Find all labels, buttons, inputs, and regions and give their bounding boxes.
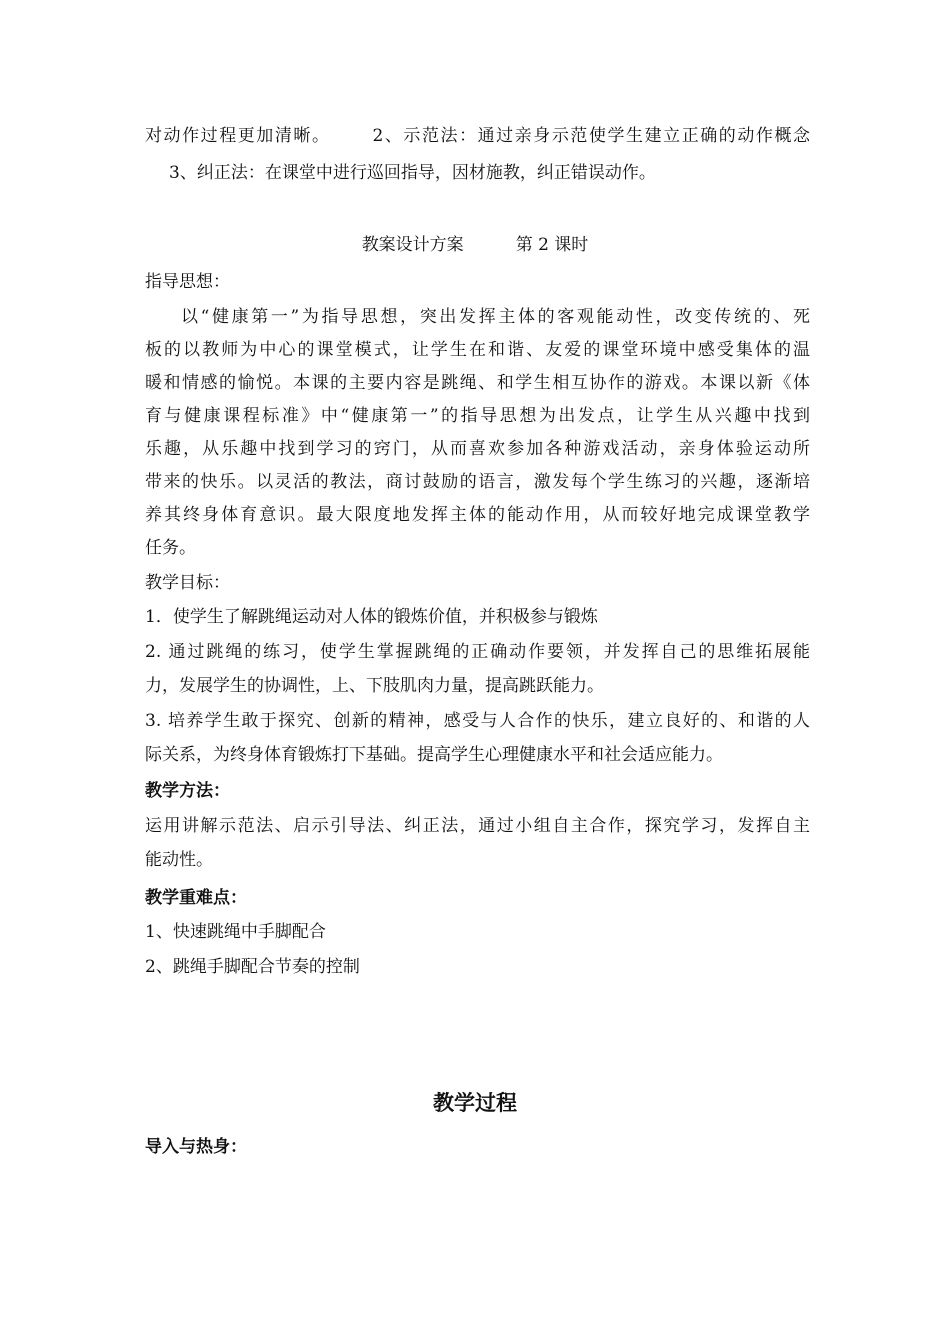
lesson-title: [0, 234, 950, 256]
key-point-item: 2、跳绳手脚配合节奏的控制: [145, 957, 360, 977]
teaching-goal-line: 际关系，为终身体育锻炼打下基础。提高学生心理健康水平和社会适应能力。: [145, 745, 723, 765]
guiding-thought-label: 指导思想：: [145, 272, 230, 292]
guiding-thought-line: 暖和情感的愉悦。本课的主要内容是跳绳、和学生相互协作的游戏。本课以新《体: [145, 373, 810, 393]
guiding-thought-line: 育与健康课程标准》中“健康第一”的指导思想为出发点，让学生从兴趣中找到: [145, 406, 810, 426]
warmup-subheading: 导入与热身：: [145, 1137, 247, 1157]
teaching-goals-label: 教学目标：: [145, 573, 230, 593]
teaching-methods-line: 能动性。: [145, 850, 213, 870]
teaching-goal-line: 2. 通过跳绳的练习，使学生掌握跳绳的正确动作要领，并发挥自己的思维拓展能: [145, 642, 810, 662]
top-line-1-part-2: 2、示范法：通过亲身示范使学生建立正确的动作概念: [372, 126, 810, 146]
guiding-thought-line: 以“健康第一”为指导思想，突出发挥主体的客观能动性，改变传统的、死: [181, 307, 810, 327]
teaching-process-heading: 教学过程: [433, 1090, 517, 1115]
teaching-goal-line: 3. 培养学生敢于探究、创新的精神，感受与人合作的快乐，建立良好的、和谐的人: [145, 711, 810, 731]
top-line-1-part-1: 对动作过程更加清晰。: [145, 126, 331, 146]
guiding-thought-line: 乐趣，从乐趣中找到学习的窍门，从而喜欢参加各种游戏活动，亲身体验运动所: [145, 439, 810, 459]
guiding-thought-line: 任务。: [145, 538, 196, 558]
teaching-goal-line: 力，发展学生的协调性，上、下肢肌肉力量，提高跳跃能力。: [145, 676, 604, 696]
guiding-thought-line: 养其终身体育意识。最大限度地发挥主体的能动作用，从而较好地完成课堂教学: [145, 505, 810, 525]
top-line-1: [145, 125, 810, 147]
teaching-methods-line: 运用讲解示范法、启示引导法、纠正法，通过小组自主合作，探究学习，发挥自主: [145, 816, 810, 836]
lesson-title-period: 第 2 课时: [515, 235, 589, 255]
guiding-thought-line: 带来的快乐。以灵活的教法，商讨鼓励的语言，激发每个学生练习的兴趣，逐渐培: [145, 472, 810, 492]
key-point-item: 1、快速跳绳中手脚配合: [145, 922, 326, 942]
teaching-methods-label: 教学方法：: [145, 781, 230, 801]
teaching-goal-line: 1．使学生了解跳绳运动对人体的锻炼价值，并积极参与锻炼: [145, 607, 598, 627]
key-points-label: 教学重难点：: [145, 888, 247, 908]
top-line-2: 3、纠正法：在课堂中进行巡回指导，因材施教，纠正错误动作。: [169, 163, 656, 183]
lesson-title-name: 教案设计方案: [361, 235, 464, 255]
guiding-thought-line: 板的以教师为中心的课堂模式，让学生在和谐、友爱的课堂环境中感受集体的温: [145, 340, 810, 360]
